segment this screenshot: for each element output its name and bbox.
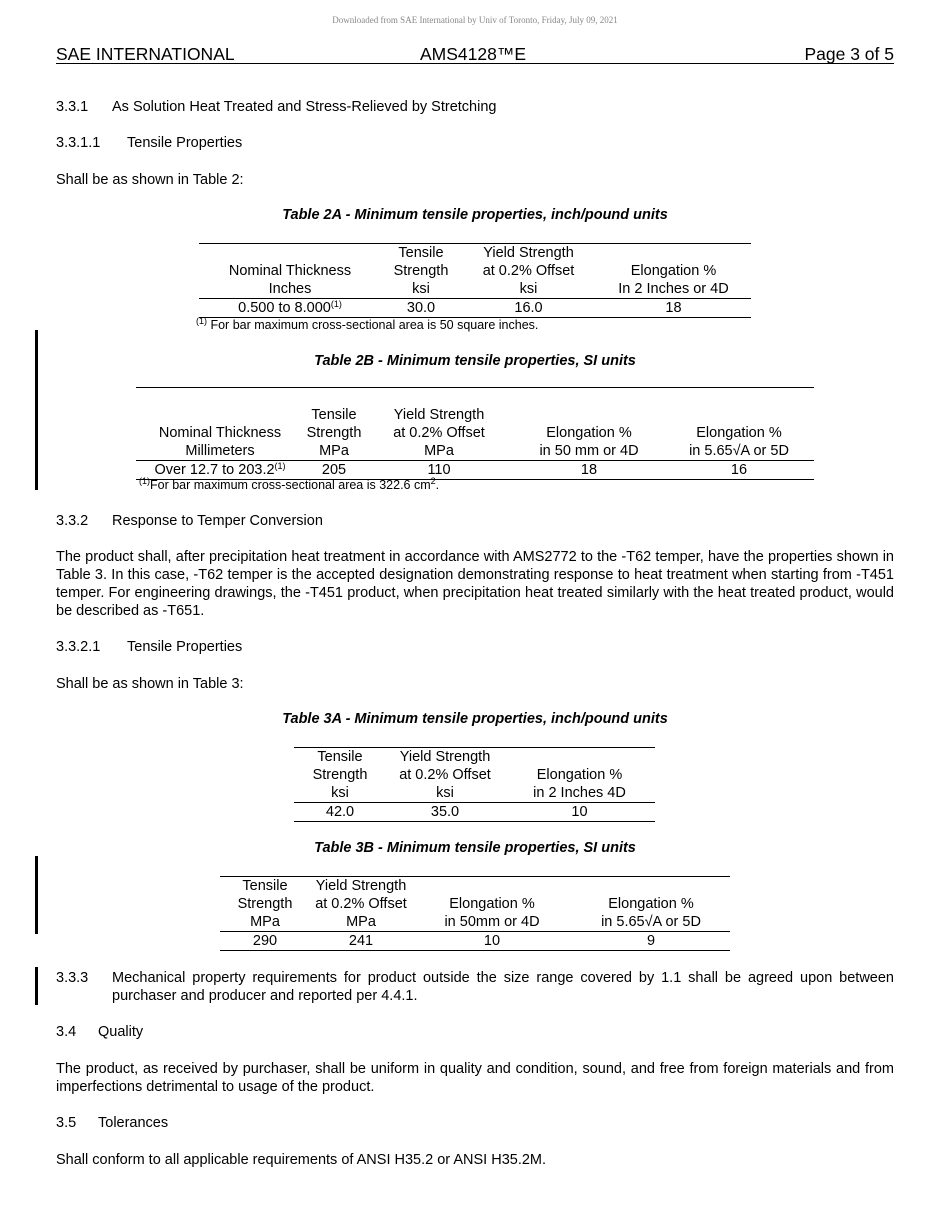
section-number: 3.3.1 xyxy=(56,99,89,115)
table-3a-caption: Table 3A - Minimum tensile properties, inch/pound units xyxy=(282,711,668,727)
table-header-cell: in 5.65√A or 5D xyxy=(689,442,789,459)
table-header-row xyxy=(294,766,655,784)
table-header-row xyxy=(220,877,730,896)
section-3-4-heading xyxy=(56,1023,143,1041)
table-cell: 35.0 xyxy=(386,803,504,822)
table-header-row xyxy=(220,913,730,932)
table-header-cell: ksi xyxy=(436,785,454,801)
footnote-ref: (1) xyxy=(274,460,286,471)
table-header-cell xyxy=(199,244,381,263)
table-row xyxy=(294,803,655,822)
table-cell: 110 xyxy=(364,460,514,479)
section-3-5-heading xyxy=(56,1114,168,1132)
table-row xyxy=(136,460,814,479)
table-header-cell: Strength xyxy=(306,424,362,441)
section-title: Response to Temper Conversion xyxy=(112,513,323,529)
section-3-3-2-1-body: Shall be as shown in Table 3: xyxy=(56,676,244,692)
section-3-3-2-heading xyxy=(56,512,323,530)
table-header-cell: in 50mm or 4D xyxy=(444,914,540,930)
revision-change-bar xyxy=(35,856,38,934)
header-rule xyxy=(56,63,894,64)
footnote-ref: (1) xyxy=(330,299,342,309)
table-header-cell: Elongation % xyxy=(696,424,782,441)
table-2a-caption: Table 2A - Minimum tensile properties, inch/pound units xyxy=(282,207,668,223)
table-header-cell: Elongation % xyxy=(630,263,717,279)
table-cell: 42.0 xyxy=(294,803,386,822)
table-header-cell: Elongation % xyxy=(449,896,535,912)
table-header-cell: Nominal Thickness xyxy=(158,424,282,441)
revision-change-bar xyxy=(35,967,38,1005)
table-header-cell: MPa xyxy=(424,442,454,459)
section-title: As Solution Heat Treated and Stress-Relieved by Stretching xyxy=(112,99,497,115)
table-header-cell: MPa xyxy=(346,914,376,930)
table-header-row xyxy=(294,784,655,803)
table-cell: 9 xyxy=(572,932,730,951)
table-header-cell: ksi xyxy=(331,785,349,801)
table-header-cell xyxy=(596,244,751,263)
section-title: Tensile Properties xyxy=(127,135,243,151)
header-page-number: Page 3 of 5 xyxy=(804,44,894,64)
table-header-cell: Tensile xyxy=(381,244,461,263)
table-row xyxy=(220,932,730,951)
section-3-3-2-body: The product shall, after precipitation heat treatment in accordance with AMS2772 to the -T62 temper, have the properties shown in Table 3. In this case, -T62 temper is the accepted designation demonstrating response to heat treatment when starting from -T451 temper. For engineering drawings, the -T451 product, when precipitation heat treated similarly with the heat treated product, would be described as -T651. xyxy=(56,549,894,619)
section-3-3-1-1-body: Shall be as shown in Table 2: xyxy=(56,172,244,188)
table-3a xyxy=(294,747,655,822)
table-2b xyxy=(136,387,814,480)
table-header-cell: Strength xyxy=(312,767,368,783)
table-header-row xyxy=(136,442,814,461)
table-header-cell: MPa xyxy=(250,914,280,930)
table-header-row xyxy=(220,895,730,913)
table-header-row xyxy=(136,424,814,442)
table-header-cell: Nominal Thickness xyxy=(228,263,352,279)
table-cell: 205 xyxy=(304,460,364,479)
table-cell: 241 xyxy=(310,932,412,951)
table-header-cell: Tensile xyxy=(304,388,364,424)
table-header-row xyxy=(199,262,751,280)
table-cell: 30.0 xyxy=(381,299,461,318)
table-header-cell: at 0.2% Offset xyxy=(482,263,575,279)
table-cell: 18 xyxy=(596,299,751,318)
table-header-cell: at 0.2% Offset xyxy=(393,424,485,441)
section-number: 3.3.2.1 xyxy=(56,639,101,655)
table-header-cell: at 0.2% Offset xyxy=(315,896,407,912)
table-header-cell: Elongation % xyxy=(546,424,632,441)
table-3b-caption: Table 3B - Minimum tensile properties, SI units xyxy=(314,840,636,856)
section-number: 3.4 xyxy=(56,1024,77,1040)
table-cell: Over 12.7 to 203.2$^{(1)}$ xyxy=(136,460,304,479)
section-number: 3.5 xyxy=(56,1115,77,1131)
table-header-cell: ksi xyxy=(412,281,430,297)
table-header-cell xyxy=(504,748,655,767)
section-text: Mechanical property requirements for product outside the size range covered by 1.1 shall be agreed upon between purchaser and producer and reported per 4.4.1. xyxy=(112,970,894,1004)
section-title: Tensile Properties xyxy=(127,639,243,655)
unit-exponent: 2 xyxy=(430,476,436,486)
table-cell: 290 xyxy=(220,932,310,951)
table-cell: 16 xyxy=(664,460,814,479)
table-header-cell xyxy=(514,388,664,424)
table-header-cell: MPa xyxy=(319,442,349,459)
section-number: 3.3.1.1 xyxy=(56,135,101,151)
table-header-cell: Yield Strength xyxy=(386,748,504,767)
table-header-row xyxy=(199,280,751,299)
table-header-cell: Inches xyxy=(268,281,312,297)
section-number: 3.3.3 xyxy=(56,970,89,986)
table-header-row xyxy=(294,748,655,767)
table-header-cell: Millimeters xyxy=(185,442,255,459)
table-header-cell: In 2 Inches or 4D xyxy=(618,281,729,297)
section-3-3-2-1-heading xyxy=(56,638,242,656)
footnote-marker: (1) xyxy=(139,476,150,486)
table-cell: 16.0 xyxy=(461,299,596,318)
table-2b-footnote: $^{(1)}$For bar maximum cross-sectional area is 322.6 $cm^2$. xyxy=(139,476,440,492)
table-header-cell: Tensile xyxy=(294,748,386,767)
section-title: Quality xyxy=(98,1024,144,1040)
header-organization: SAE INTERNATIONAL xyxy=(56,44,235,64)
section-3-3-3 xyxy=(56,969,894,1005)
section-3-3-1-1-heading xyxy=(56,134,242,152)
table-2a xyxy=(199,243,751,318)
table-header-cell xyxy=(412,877,572,896)
table-header-cell: in 5.65√A or 5D xyxy=(601,914,701,930)
table-header-cell: Yield Strength xyxy=(461,244,596,263)
table-header-cell: in 2 Inches 4D xyxy=(533,785,626,801)
section-title: Tolerances xyxy=(98,1115,169,1131)
table-header-cell: Strength xyxy=(393,263,449,279)
table-header-cell: Elongation % xyxy=(536,767,623,783)
table-header-cell xyxy=(572,877,730,896)
table-header-cell: Yield Strength xyxy=(364,388,514,424)
table-cell: 18 xyxy=(514,460,664,479)
table-cell: 10 xyxy=(504,803,655,822)
footnote-marker: (1) xyxy=(196,316,207,326)
table-cell: 0.500 to 8.000$^{(1)}$ xyxy=(199,299,381,318)
table-2b-caption: Table 2B - Minimum tensile properties, SI units xyxy=(314,353,636,369)
table-header-cell: in 50 mm or 4D xyxy=(539,442,639,459)
table-header-cell: at 0.2% Offset xyxy=(399,767,491,783)
table-header-cell xyxy=(664,388,814,424)
section-3-4-body: The product, as received by purchaser, shall be uniform in quality and condition, sound, and free from foreign materials and from imperfections detrimental to usage of the product. xyxy=(56,1061,894,1095)
table-row xyxy=(199,299,751,318)
table-header-cell xyxy=(136,388,304,424)
table-header-cell: Yield Strength xyxy=(310,877,412,896)
table-header-row xyxy=(199,244,751,263)
download-watermark: Downloaded from SAE International by Univ of Toronto, Friday, July 09, 2021 xyxy=(332,15,618,25)
section-3-5-body: Shall conform to all applicable requirements of ANSI H35.2 or ANSI H35.2M. xyxy=(56,1152,547,1168)
table-header-row xyxy=(136,388,814,424)
table-header-cell: Tensile xyxy=(220,877,310,896)
table-header-cell: Elongation % xyxy=(608,896,694,912)
table-header-cell: ksi xyxy=(519,281,538,297)
table-2a-footnote: $^{(1)}$ For bar maximum cross-sectional area is 50 square inches. xyxy=(196,316,539,332)
table-cell: 10 xyxy=(412,932,572,951)
table-header-cell: Strength xyxy=(237,896,293,912)
section-3-3-1-heading xyxy=(56,98,496,116)
header-document-id: AMS4128™E xyxy=(420,44,527,64)
section-number: 3.3.2 xyxy=(56,513,89,529)
table-3b xyxy=(220,876,730,951)
